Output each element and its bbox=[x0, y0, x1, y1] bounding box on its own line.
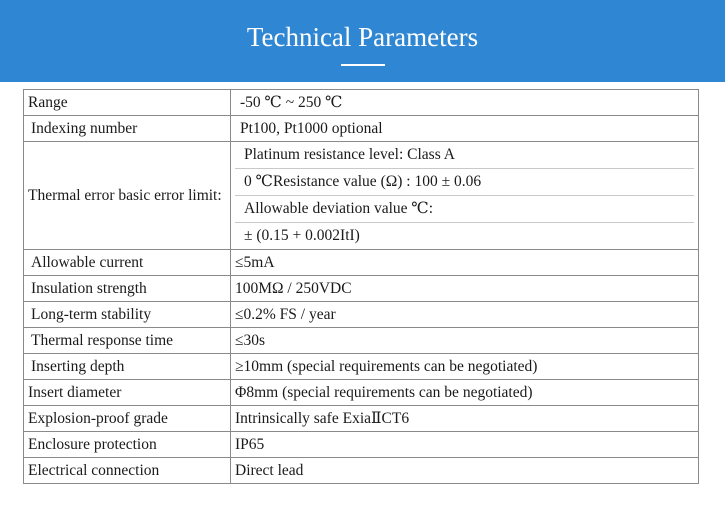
table-row bbox=[24, 328, 699, 354]
title-underline bbox=[341, 64, 385, 66]
param-value: Pt100, Pt1000 optional bbox=[231, 116, 699, 142]
param-value: ≤30s bbox=[231, 328, 699, 354]
param-value: IP65 bbox=[231, 432, 699, 458]
technical-parameters-table bbox=[23, 89, 699, 484]
param-label: Explosion-proof grade bbox=[24, 406, 231, 432]
param-value-line: ± (0.15 + 0.002ItI) bbox=[244, 227, 360, 244]
table-row bbox=[24, 250, 699, 276]
param-label: Range bbox=[24, 90, 231, 116]
param-value: 100MΩ / 250VDC bbox=[231, 276, 699, 302]
param-value-line: 0 ℃Resistance value (Ω) : 100 ± 0.06 bbox=[235, 169, 694, 196]
param-value: Direct lead bbox=[231, 458, 699, 484]
table-row bbox=[24, 276, 699, 302]
param-label: Thermal response time bbox=[24, 328, 231, 354]
table-row bbox=[24, 302, 699, 328]
param-value: ≤5mA bbox=[231, 250, 699, 276]
param-value: ≤0.2% FS / year bbox=[231, 302, 699, 328]
param-value-line: Platinum resistance level: Class A bbox=[235, 142, 694, 169]
param-label: Long-term stability bbox=[24, 302, 231, 328]
param-value: ≥10mm (special requirements can be negotiated) bbox=[231, 354, 699, 380]
table-row bbox=[24, 354, 699, 380]
table-row bbox=[24, 116, 699, 142]
param-value-group bbox=[231, 142, 699, 250]
table-row bbox=[24, 142, 699, 250]
param-label: Insulation strength bbox=[24, 276, 231, 302]
table-row bbox=[24, 406, 699, 432]
param-label: Insert diameter bbox=[24, 380, 231, 406]
param-value: -50 ℃ ~ 250 ℃ bbox=[231, 90, 699, 116]
header-banner bbox=[0, 0, 725, 82]
table-row bbox=[24, 458, 699, 484]
table-row bbox=[24, 90, 699, 116]
page-title: Technical Parameters bbox=[246, 22, 479, 52]
table-row bbox=[24, 432, 699, 458]
param-label: Indexing number bbox=[24, 116, 231, 142]
param-label: Thermal error basic error limit: bbox=[24, 142, 231, 250]
param-value: Φ8mm (special requirements can be negotiated) bbox=[231, 380, 699, 406]
param-label: Electrical connection bbox=[24, 458, 231, 484]
param-label: Enclosure protection bbox=[24, 432, 231, 458]
param-label: Allowable current bbox=[24, 250, 231, 276]
param-value-line: Allowable deviation value ℃: bbox=[235, 196, 694, 223]
param-label: Inserting depth bbox=[24, 354, 231, 380]
param-value: Intrinsically safe ExiaⅡCT6 bbox=[231, 406, 699, 432]
table-row bbox=[24, 380, 699, 406]
